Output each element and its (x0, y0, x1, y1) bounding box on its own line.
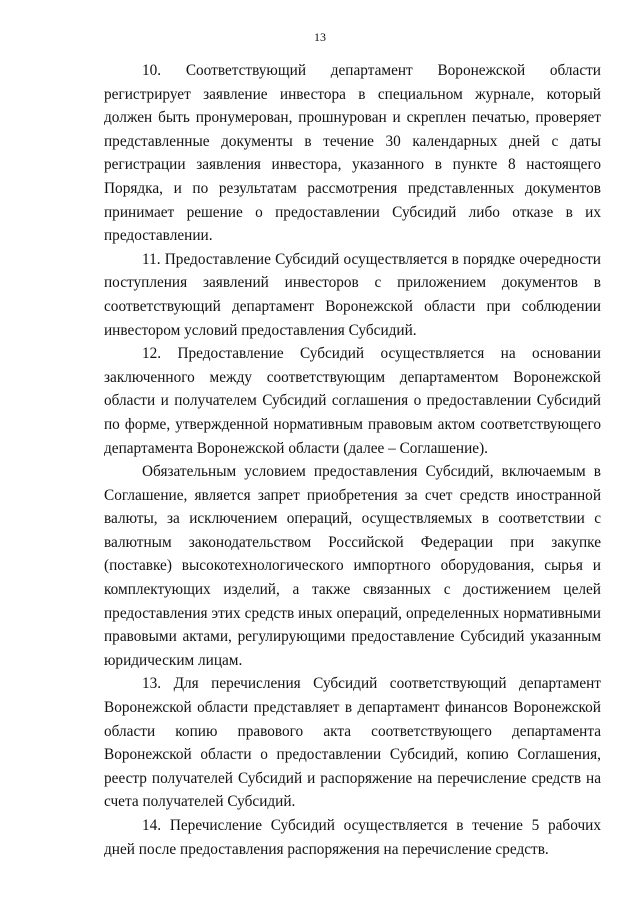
paragraph-13: 13. Для перечисления Субсидий соответствующий департамент Воронежской области представляет в департамент финансов Воронежской области копию правового акта соответствующего департамента Воронежской области о предоставлении Субсидий, копию Соглашения, реестр получателей Субсидий и распоряжение на перечисление средств на счета получателей Субсидий. (104, 675, 601, 811)
paragraph-14: 14. Перечисление Субсидий осуществляется в течение 5 рабочих дней после предоставления распоряжения на перечисление средств. (104, 817, 601, 858)
page-number: 13 (314, 30, 326, 44)
paragraph-11: 11. Предоставление Субсидий осуществляется в порядке очередности поступления заявлений инвесторов с приложением документов в соответствующий департамент Воронежской области при соблюдении инвестором условий предоставления Субсидий. (104, 250, 601, 339)
document-body (104, 59, 601, 861)
paragraph-12-condition: Обязательным условием предоставления Субсидий, включаемым в Соглашение, является запрет приобретения за счет средств иностранной валюты, за исключением операций, осуществляемых в соответствии с валютным законодательством Российской Федерации при закупке (поставке) высокотехнологического импортного оборудования, сырья и комплектующих изделий, а также связанных с достижением целей предоставления этих средств иных операций, определенных нормативными правовыми актами, регулирующими предоставление Субсидий указанным юридическим лицам. (104, 463, 601, 669)
paragraph-10: 10. Соответствующий департамент Воронежской области регистрирует заявление инвестора в специальном журнале, который должен быть пронумерован, прошнурован и скреплен печатью, проверяет представленные документы в течение 30 календарных дней с даты регистрации заявления инвестора, указанного в пункте 8 настоящего Порядка, и по результатам рассмотрения представленных документов принимает решение о предоставлении Субсидий либо отказе в их предоставлении. (104, 62, 601, 245)
paragraph-12: 12. Предоставление Субсидий осуществляется на основании заключенного между соответствующим департаментом Воронежской области и получателем Субсидий соглашения о предоставлении Субсидий по форме, утвержденной нормативным правовым актом соответствующего департамента Воронежской области (далее – Соглашение). (104, 345, 601, 457)
